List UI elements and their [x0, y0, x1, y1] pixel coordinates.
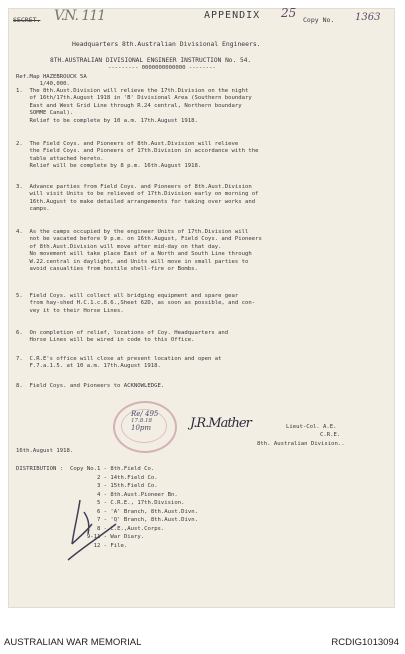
paragraph-4-line: not be vacated before 9 p.m. on 16th.August, Field Coys. and Pioneers: [16, 236, 262, 243]
paragraph-3-line: camps.: [16, 206, 50, 213]
paragraph-4-line: No movement will take place East of a North and South Line through: [16, 251, 252, 258]
distribution-entry: 12 - File.: [70, 542, 128, 549]
distribution-entry: 2 - 14th.Field Co.: [70, 474, 158, 481]
headquarters-line: Headquarters 8th.Australian Divisional Engineers.: [72, 40, 261, 48]
distribution-entry: 8 - C.E.,Aust.Corps.: [70, 525, 165, 532]
paragraph-5-line: 5. Field Coys. will collect all bridging equipment and spare gear: [16, 293, 239, 299]
paragraph-7-line: 7. C.R.E's office will close at present location and open at: [16, 356, 222, 362]
title-underline: --------- 0000000000000 --------: [108, 65, 216, 71]
signature: J.R.Mather: [190, 416, 251, 431]
distribution-entry: 4 - 8th.Aust.Pioneer Bn.: [70, 491, 178, 498]
signatory-unit: 8th. Australian Division..: [257, 441, 345, 447]
paragraph-4-line: of 8th.Aust.Division will move after mid-day on that day.: [16, 243, 222, 250]
signatory-rank: Lieut-Col. A.E.: [286, 424, 337, 430]
paragraph-1-line: of 16th/17th.August 1918 in 'B' Divisional Area (Southern boundary: [16, 95, 252, 102]
paragraph-3-line: will visit Units to be relieved of 17th.Division early on morning of: [16, 191, 259, 198]
paragraph-3-line: 16th.August to make detailed arrangements for taking over works and: [16, 198, 256, 205]
paragraph-8-line: 8. Field Coys. and Pioneers to ACKNOWLEDGE.: [16, 383, 165, 389]
issue-date: 16th.August 1918.: [16, 448, 74, 454]
paragraph-7-line: F.7.a.1.5. at 10 a.m. 17th.August 1918.: [16, 363, 161, 370]
distribution-entry: 9-11 - War Diary.: [70, 534, 145, 540]
stamp-initials: Re/ 495 17.8.18 10pm: [131, 410, 159, 432]
distribution-label: DISTRIBUTION :: [16, 466, 64, 472]
paragraph-4-line: avoid casualties from hostile shell-fire or Bombs.: [16, 266, 198, 272]
paragraph-6-line: 6. On completion of relief, locations of Coy. Headquarters and: [16, 330, 229, 336]
map-scale: 1/40,000.: [16, 81, 70, 87]
paragraph-2-line: Relief will be complete by 8 p.m. 16th.August 1918.: [16, 163, 202, 170]
paragraph-2-line: 2. The Field Coys. and Pioneers of 8th.Aust.Division will relieve: [16, 141, 239, 147]
copy-label: Copy No.: [303, 16, 335, 24]
secret-label: SECRET.: [13, 16, 41, 24]
footer-source: AUSTRALIAN WAR MEMORIAL: [4, 637, 142, 648]
paragraph-2-line: table attached hereto.: [16, 155, 104, 162]
order-title: 8TH.AUSTRALIAN DIVISIONAL ENGINEER INSTRUCTION No. 54.: [50, 57, 252, 64]
paragraph-2-line: the Field Coys. and Pioneers of 17th.Division in accordance with the: [16, 148, 259, 155]
map-reference: Ref.Map HAZEBROUCK 5A: [16, 74, 87, 80]
distribution-entry: 7 - 'Q' Branch, 8th.Aust.Divn.: [70, 517, 198, 523]
handwritten-scrawl: V.N. 111: [54, 8, 106, 24]
paragraph-1-line: SOMME Canal).: [16, 110, 74, 117]
paragraph-3-line: 3. Advance parties from Field Coys. and Pioneers of 8th.Aust.Division: [16, 184, 252, 190]
paragraph-5-line: vey it to their Horse Lines.: [16, 307, 124, 314]
paragraph-6-line: Horse Lines will be wired in code to this Office.: [16, 337, 195, 344]
paragraph-1-line: 1. The 8th.Aust.Division will relieve the 17th.Division on the night: [16, 88, 249, 94]
distribution-entry: 3 - 15th.Field Co.: [70, 483, 158, 489]
distribution-entry: Copy No.1 - 8th.Field Co.: [70, 466, 155, 472]
signatory-title: C.R.E.: [320, 432, 341, 438]
footer-record-id: RCDIG1013094: [331, 637, 399, 648]
distribution-entry: 5 - C.R.E., 17th.Division.: [70, 500, 185, 506]
handwritten-mark: [58, 494, 120, 566]
distribution-entry: 6 - 'A' Branch, 8th.Aust.Divn.: [70, 508, 198, 515]
paragraph-4-line: W.22.central in daylight, and Units will move in small parties to: [16, 258, 249, 265]
paragraph-5-line: from hay-shed H.C.1.c.8.6.,Sheet 62D, as soon as possible, and con-: [16, 300, 256, 307]
paragraph-1-line: East and West Grid Line through R.24 central, Northern boundary: [16, 102, 242, 109]
paragraph-1-line: Relief to be complete by 10 a.m. 17th.August 1918.: [16, 117, 198, 124]
appendix-number: 25: [281, 6, 297, 20]
paragraph-4-line: 4. As the camps occupied by the engineer Units of 17th.Division will: [16, 229, 249, 235]
copy-number: 1363: [355, 12, 381, 23]
appendix-label: APPENDIX: [204, 10, 261, 21]
